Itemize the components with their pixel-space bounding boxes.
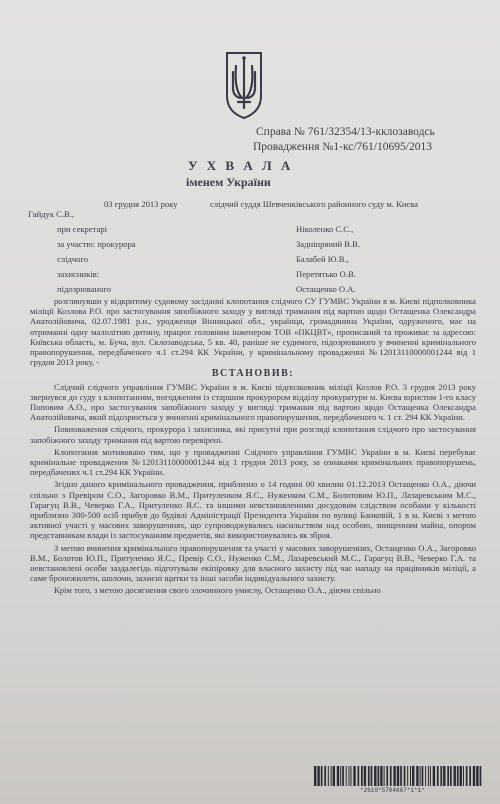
secretary-name: Гайдук С.В.,: [28, 209, 75, 219]
participant-role: захисників:: [57, 269, 100, 279]
participant-name: Балабей Ю.В.,: [296, 254, 349, 264]
proceeding-number: Провадження №1-кс/761/10695/2013: [253, 141, 432, 153]
established-heading: ВСТАНОВИВ:: [211, 368, 295, 380]
judge-line: слідчий суддя Шевченківського районного суду м. Києва: [210, 199, 418, 209]
body-paragraph: Крім того, з метою досягнення свого злочинного умислу, Остащенко О.А., діючи спільно: [54, 585, 381, 596]
document-subtitle: іменем України: [186, 175, 271, 189]
ruling-date: 03 грудня 2013 року: [104, 199, 178, 209]
body-paragraph: Слідчий слідчого управління ГУМВС України в м. Києві підполковник міліції Козлов Р.О. 3 грудня 2013 року звернувся до суду з клопотанням, погодженим із старшим прокурором відділу прокуратури м. Києва юристом 1-го класу Поповим А.О., про застосування запобіжного заходу у вигляді тримання під вартою щодо Остащенка Олександра Анатолійовича, який підозрюється у вчиненні кримінального правопорушення, передбаченого ч. 1 ст. 294 КК України.: [30, 381, 476, 423]
participant-name: Остащенко О.А.: [296, 284, 356, 294]
participant-role: підозрюваного: [57, 284, 112, 294]
barcode-number: *2610*5704667*1*1*: [360, 787, 425, 794]
body-paragraph: Повноваження слідчого, прокурора і захисника, які присутні при розгляді клопотання слідчого про застосування запобіжного заходу тримання під вартою перевірені.: [30, 424, 476, 445]
ruling-body: [30, 296, 476, 598]
participant-name: Ніколенко С.С.,: [296, 224, 354, 234]
participant-role: за участю: прокурора: [57, 239, 136, 249]
participant-name: Задніпряний В.В.: [296, 239, 361, 249]
body-paragraph: Клопотання мотивовано тим, що у провадженні Слідчого управління ГУМВС України в м. Києві перебуває кримінальне провадження №12013110000001244 від 1 грудня 2013 року, за ознаками кримінальних правопорушень, передбачених ч.1 ст.294 КК України.: [30, 446, 476, 478]
document-title: У Х В А Л А: [188, 158, 294, 173]
trident-coat-of-arms-icon: [224, 50, 264, 120]
barcode: [314, 766, 482, 786]
participant-role: слідчого: [57, 254, 89, 264]
participant-name: Перетятько О.В.: [296, 269, 356, 279]
participant-role: при секретарі: [57, 224, 108, 234]
body-paragraph: З метою вчинення кримінального правопорушення та участі у масових заворушеннях, Остащенко О.А., Загоровко В.М., Болотов Ю.П., Притуленко Я.С., Превір С.О., Нуженко С.М., Лазаревський М.С., Гарагуц В.В., Чеверко Г.А. та невстановлені особи заздалегідь підготували екіпіровку для власного захисту під час нападу на працівників міліції, а саме бронежилети, шоломи, захисні щитки та інші засоби індивідуального захисту.: [30, 542, 476, 584]
intro-paragraph: розглянувши у відкритому судовому засіданні клопотання слідчого СУ ГУМВС України в м. Києві підполковника міліції Козлова Р.О. про застосування запобіжного заходу у вигляді тримання під вартою щодо Остащенка Олександра Анатолійовича, 02.07.1981 р.н., уродженця Вінницької обл., українця, громадянина України, одруженого, має на отриманні одну малолітню дитину, працює головним інженером ТОВ «ПКЦВТ», прописаний та проживає за адресою: Київська область, м. Буча, вул. Склозаводська, 5 кв. 40, раніше не судимого, підозрюваного у вчиненні кримінального правопорушення, передбаченого ч.1 ст.294 КК України, у кримінальному провадженні №12013110000001244 від 1 грудня 2013 року, -: [30, 296, 476, 368]
body-paragraph: Згідно даного кримінального провадження, приблизно о 14 годині 00 хвилин 01.12.2013 Остащенко О.А., діючи спільно з Превіром С.О., Загоровко В.М., Притуленком Я.С., Нуженком С.М., Болотовим Ю.П., Лазаревським М.С., Гарагуц В.В., Чеверко Г.А., Притуленко Я.С. та іншими невстановленими досудовим слідством особами у кількості приблизно 300-500 осіб прибув до будівлі Адміністрації Президента України по вулиці Банковій, 1 в м. Києві з метою активної участі у масових заворушеннях, що супроводжувались насильством над особою, знищенням майна, опором представникам влади із застосуванням предметів, які використовувались як зброя.: [30, 479, 476, 541]
case-number: Справа № 761/32354/13-кклозаводсь: [256, 126, 435, 138]
